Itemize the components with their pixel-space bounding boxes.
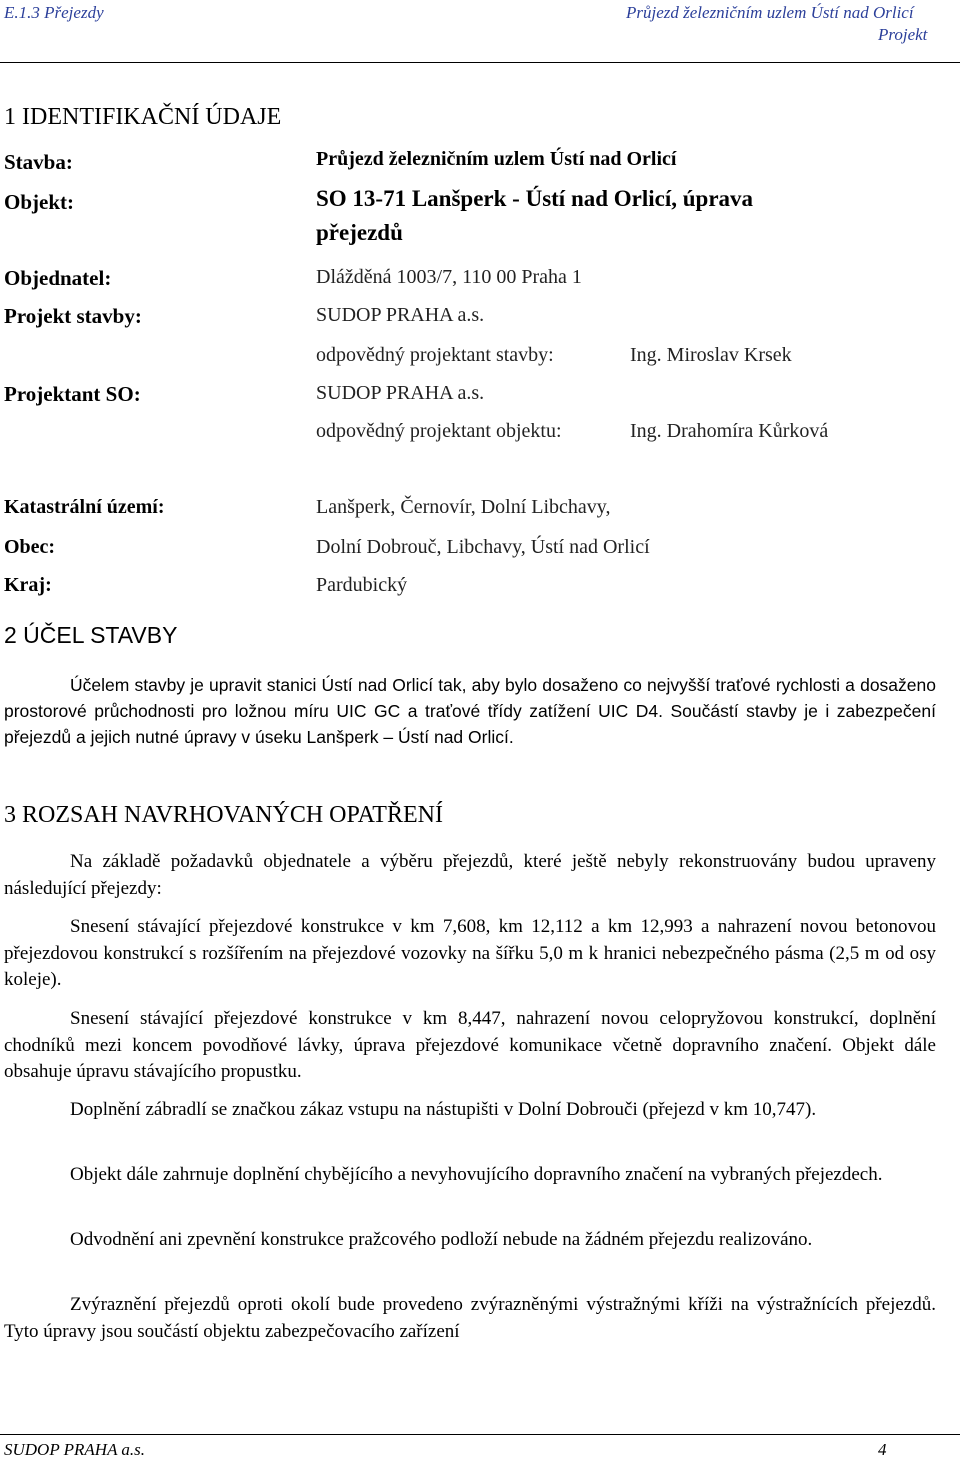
projekt-stavby-value: SUDOP PRAHA a.s.	[316, 304, 485, 326]
rozsah-paragraph-7: Zvýraznění přejezdů oproti okolí bude provedeno zvýrazněnými výstražnými kříži na výstražnících přejezdů. Tyto úpravy jsou součástí objektu zabezpečovacího zařízení	[4, 1294, 936, 1342]
objekt-label: Objekt:	[4, 190, 74, 214]
projektant-so-label: Projektant SO:	[4, 382, 141, 406]
header-doc-type: Projekt	[878, 25, 928, 44]
footer-rule	[0, 1434, 960, 1435]
section-2-heading: 2 ÚČEL STAVBY	[4, 622, 178, 648]
rozsah-paragraph-2: Snesení stávající přejezdové konstrukce v km 7,608, km 12,112 a km 12,993 a nahrazení novou betonovou přejezdovou konstrukcí s rozšířením na přejezdové vozovky na šířku 5,0 m k hranici nebezpečného pásma (2,5 m od osy koleje).	[4, 916, 936, 990]
rozsah-paragraph-4: Doplnění zábradlí se značkou zákaz vstupu na nástupišti v Dolní Dobrouči (přejezd v km 10,747).	[70, 1099, 817, 1120]
resp-stavby-value: Ing. Miroslav Krsek	[630, 344, 792, 366]
katastr-label: Katastrální území:	[4, 496, 165, 518]
kraj-label: Kraj:	[4, 574, 52, 596]
objekt-value-line2: přejezdů	[316, 220, 403, 245]
obec-label: Obec:	[4, 536, 56, 558]
objednatel-label: Objednatel:	[4, 266, 112, 290]
header-section: E.1.3 Přejezdy	[4, 3, 104, 22]
ucel-paragraph: Účelem stavby je upravit stanici Ústí nad Orlicí tak, aby bylo dosaženo co nejvyšší traťové rychlosti a dosaženo prostorové průchodnosti pro ložnou míru UIC GC a traťové třídy zatížení UIC D4. Součástí stavby je i zabezpečení přejezdů a jejich nutné úpravy v úseku Lanšperk – Ústí nad Orlicí.	[4, 675, 936, 747]
stavba-value: Průjezd železničním uzlem Ústí nad Orlicí	[316, 148, 677, 170]
header-rule	[0, 62, 960, 63]
rozsah-paragraph-6: Odvodnění ani zpevnění konstrukce pražcového podloží nebude na žádném přejezdu realizováno.	[70, 1229, 813, 1250]
stavba-label: Stavba:	[4, 150, 73, 174]
resp-stavby-label: odpovědný projektant stavby:	[316, 344, 554, 366]
resp-objektu-label: odpovědný projektant objektu:	[316, 420, 562, 442]
kraj-value: Pardubický	[316, 574, 408, 596]
obec-value: Dolní Dobrouč, Libchavy, Ústí nad Orlicí	[316, 536, 650, 558]
katastr-value: Lanšperk, Černovír, Dolní Libchavy,	[316, 496, 611, 518]
section-1-heading: 1 IDENTIFIKAČNÍ ÚDAJE	[4, 104, 282, 130]
projektant-so-value: SUDOP PRAHA a.s.	[316, 382, 485, 404]
section-3-heading: 3 ROZSAH NAVRHOVANÝCH OPATŘENÍ	[4, 802, 443, 828]
objednatel-value: Dlážděná 1003/7, 110 00 Praha 1	[316, 266, 582, 288]
rozsah-paragraph-5: Objekt dále zahrnuje doplnění chybějícího a nevyhovujícího dopravního značení na vybraných přejezdech.	[70, 1164, 883, 1185]
projekt-stavby-label: Projekt stavby:	[4, 304, 142, 328]
header-project-title: Průjezd železničním uzlem Ústí nad Orlicí	[626, 3, 914, 22]
resp-objektu-value: Ing. Drahomíra Kůrková	[630, 420, 829, 442]
rozsah-paragraph-1: Na základě požadavků objednatele a výběru přejezdů, které ještě nebyly rekonstruovány budou upraveny následující přejezdy:	[4, 851, 936, 899]
rozsah-paragraph-3: Snesení stávající přejezdové konstrukce v km 8,447, nahrazení novou celopryžovou konstrukcí, doplnění chodníků mezi koncem povodňové lávky, úprava přejezdové komunikace včetně dopravního značení. Objekt dále obsahuje úpravu stávajícího propustku.	[4, 1008, 936, 1082]
footer-page-number: 4	[878, 1440, 887, 1459]
objekt-value-line1: SO 13-71 Lanšperk - Ústí nad Orlicí, úprava	[316, 186, 754, 211]
footer-company: SUDOP PRAHA a.s.	[4, 1440, 146, 1459]
